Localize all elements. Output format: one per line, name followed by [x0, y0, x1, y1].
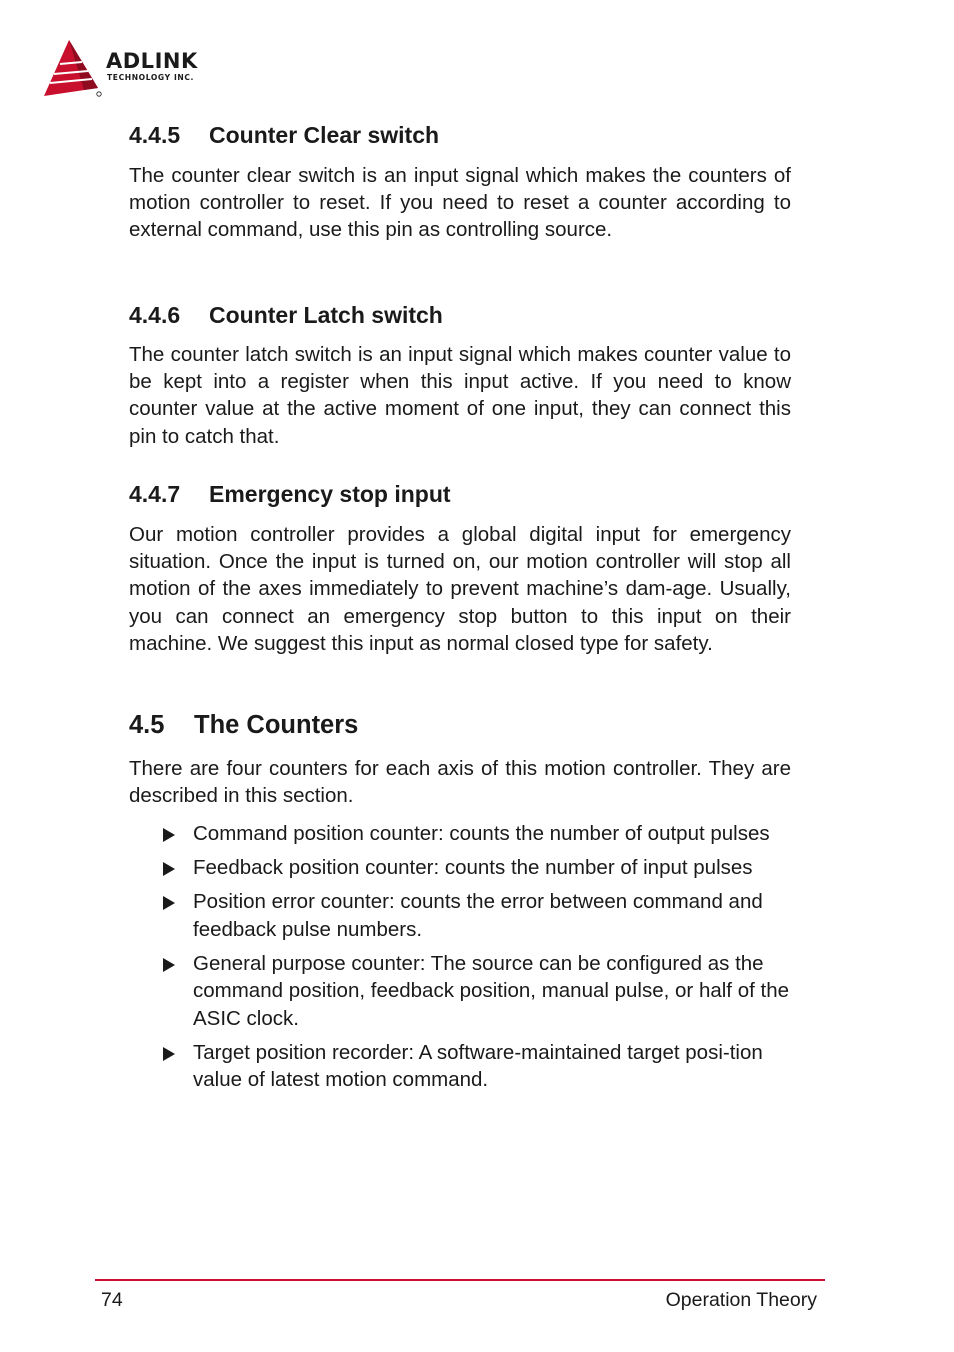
footer-divider: [95, 1279, 825, 1281]
paragraph-counter-latch: The counter latch switch is an input signal which makes counter value to be kept into a register when this input active. If you need to know counter value at the active moment of one input, they can connect this pin to catch that.: [129, 343, 791, 448]
paragraph-counters-intro: There are four counters for each axis of this motion controller. They are described in this section.: [129, 757, 791, 808]
section-title: Emergency stop input: [209, 481, 451, 507]
logo-wordmark: ADLINK: [106, 49, 198, 73]
triangle-bullet-icon: [163, 828, 175, 842]
heading-4-5: [129, 711, 358, 740]
section-number: 4.4.5: [129, 122, 181, 148]
list-item: [129, 1039, 789, 1094]
list-item: [129, 854, 789, 882]
triangle-bullet-icon: [163, 958, 175, 972]
list-item-text: General purpose counter: The source can be configured as the command position, feedback position, manual pulse, or half of the ASIC clock.: [193, 951, 789, 1030]
page-number: 74: [101, 1289, 123, 1311]
list-item-text: Command position counter: counts the number of output pulses: [193, 822, 770, 845]
section-title: Counter Latch switch: [209, 302, 443, 328]
paragraph-emergency-stop: Our motion controller provides a global digital input for emergency situation. Once the input is turned on, our motion controller will stop all motion of the axes immediately to prevent machine’s dam-age. Usually, you can connect an emergency stop button to this input on their machine. We suggest this input as normal closed type for safety.: [129, 523, 791, 655]
list-item: [129, 888, 789, 943]
heading-4-4-6: [129, 302, 443, 329]
heading-4-4-7: [129, 481, 451, 508]
section-number: 4.4.6: [129, 302, 181, 328]
logo-subtitle: TECHNOLOGY INC.: [107, 73, 194, 82]
triangle-bullet-icon: [163, 862, 175, 876]
section-title: The Counters: [194, 711, 359, 739]
list-item: [129, 950, 789, 1033]
list-item-text: Feedback position counter: counts the number of input pulses: [193, 856, 753, 879]
counters-list: [129, 820, 791, 1100]
list-item-text: Position error counter: counts the error between command and feedback pulse numbers.: [193, 890, 763, 941]
heading-4-4-5: [129, 122, 439, 149]
list-item-text: Target position recorder: A software-maintained target posi-tion value of latest motion command.: [193, 1040, 763, 1091]
triangle-bullet-icon: [163, 1047, 175, 1061]
triangle-bullet-icon: [163, 896, 175, 910]
list-item: [129, 820, 789, 848]
section-number: 4.5: [129, 711, 165, 739]
section-number: 4.4.7: [129, 481, 181, 507]
section-title: Counter Clear switch: [209, 122, 440, 148]
paragraph-counter-clear: The counter clear switch is an input signal which makes the counters of motion controller to reset. If you need to reset a counter according to external command, use this pin as controlling source.: [129, 164, 791, 242]
footer-chapter-title: Operation Theory: [665, 1289, 817, 1311]
